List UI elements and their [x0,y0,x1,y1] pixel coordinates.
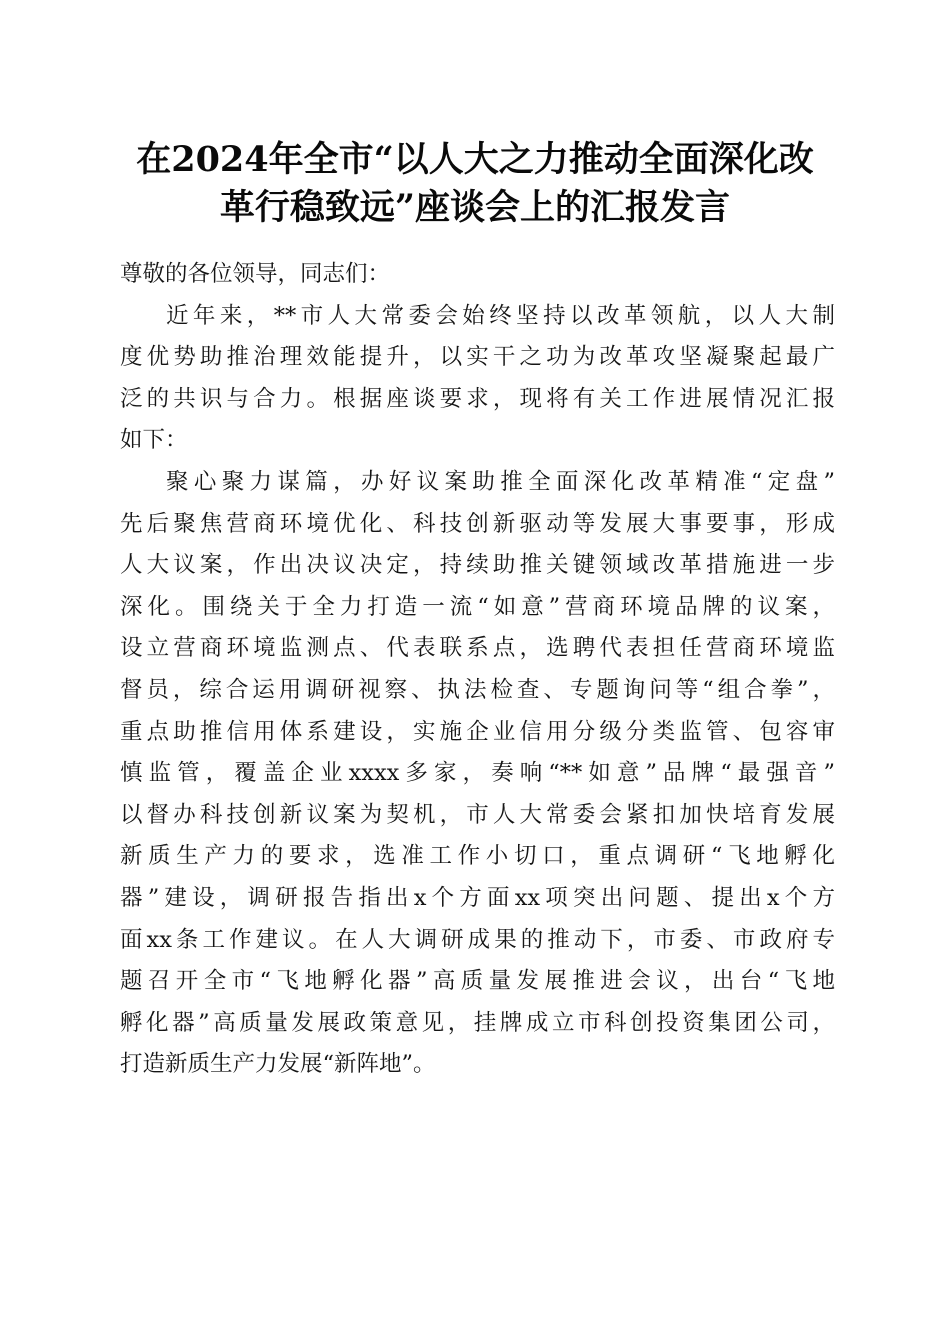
salutation: 尊敬的各位领导，同志们： [120,261,391,287]
body-line: 重点助推信用体系建设，实施企业信用分级分类监管、包容审 [120,718,835,745]
document-title [90,136,860,232]
body-line: 打造新质生产力发展“新阵地”。 [120,1051,436,1078]
title-line-1: 在2024年全市“以人大之力推动全面深化改 [136,139,814,180]
body-line: 题召开全市“飞地孵化器”高质量发展推进会议，出台“飞地 [120,968,835,995]
body-line: 面xx条工作建议。在人大调研成果的推动下，市委、市政府专 [120,926,835,953]
body-line: 深化。围绕关于全力打造一流“如意”营商环境品牌的议案， [120,593,835,620]
body-line: 以督办科技创新议案为契机，市人大常委会紧扣加快培育发展 [120,801,835,828]
body-line: 督员，综合运用调研视察、执法检查、专题询问等“组合拳”， [120,676,835,703]
body-line: 孵化器”高质量发展政策意见，挂牌成立市科创投资集团公司， [120,1009,835,1036]
body-line: 聚心聚力谋篇，办好议案助推全面深化改革精准“定盘” [166,468,835,495]
body-line: 度优势助推治理效能提升，以实干之功为改革攻坚凝聚起最广 [120,344,835,371]
body-line: 先后聚焦营商环境优化、科技创新驱动等发展大事要事，形成 [120,510,835,537]
body-line: 设立营商环境监测点、代表联系点，选聘代表担任营商环境监 [120,635,835,662]
document-body [120,254,835,1086]
body-line: 近年来，**市人大常委会始终坚持以改革领航，以人大制 [166,302,835,329]
body-line: 器”建设，调研报告指出x个方面xx项突出问题、提出x个方 [120,884,835,911]
body-line: 新质生产力的要求，选准工作小切口，重点调研“飞地孵化 [120,843,835,870]
title-line-2: 革行稳致远”座谈会上的汇报发言 [219,187,731,228]
body-line: 泛的共识与合力。根据座谈要求，现将有关工作进展情况汇报 [120,385,835,412]
body-line: 如下： [120,427,188,454]
body-line: 人大议案，作出决议决定，持续助推关键领域改革措施进一步 [120,552,835,579]
body-line: 慎监管，覆盖企业xxxx多家，奏响“**如意”品牌“最强音” [120,760,835,787]
